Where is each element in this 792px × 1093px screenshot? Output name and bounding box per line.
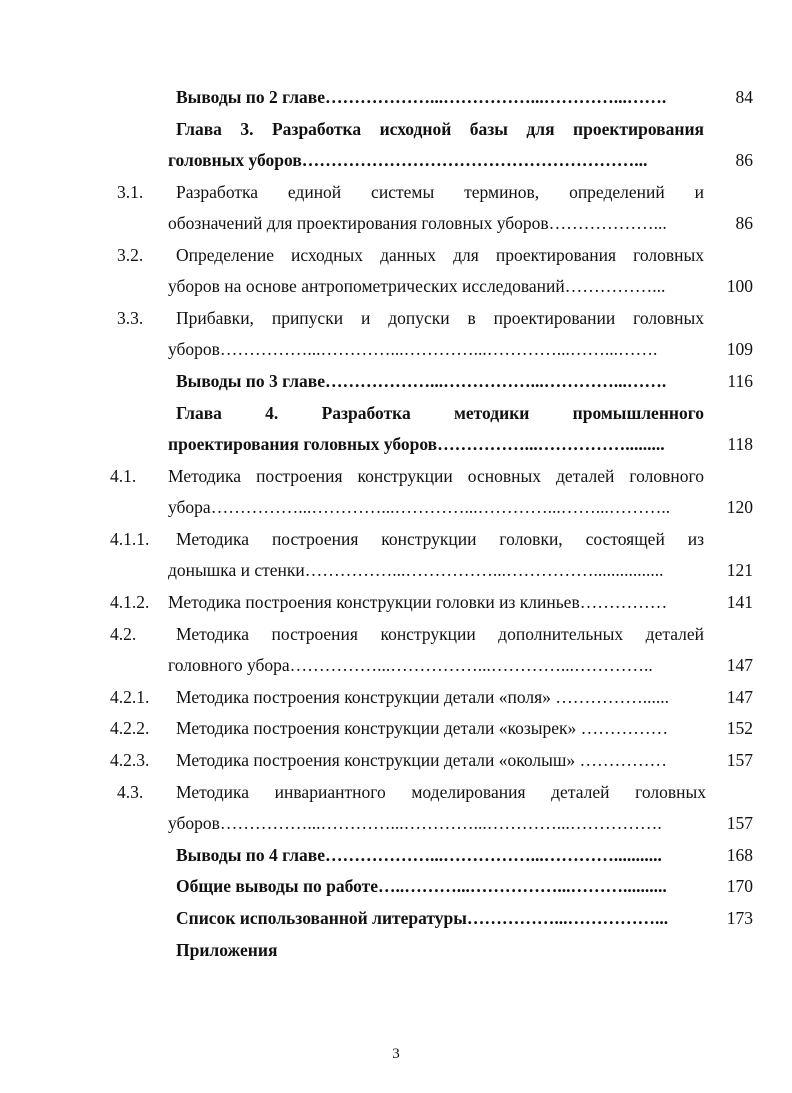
toc-entry-text: уборов……………...…………...…………...…………...……...……. (168, 339, 658, 359)
toc-section-number: 4.3. (117, 782, 144, 802)
toc-section-number: 4.2.2. (110, 718, 150, 738)
toc-entry-text: головных уборов…………………………………………………... (168, 150, 648, 170)
toc-page-number: 120 (726, 497, 753, 517)
toc-entry-text: Разработка единой системы терминов, определений и (176, 182, 704, 202)
toc-section-number: 3.1. (117, 182, 144, 202)
toc-section-number: 4.1.2. (110, 592, 150, 612)
toc-entry-text: Выводы по 3 главе………………...……………...…………...……. (176, 371, 667, 391)
toc-entry-text: уборов……………...…………...…………...…………...……………. (168, 813, 662, 833)
toc-entry-text: Методика построения конструкции головки, состоящей из (176, 529, 704, 549)
toc-entry-text: Определение исходных данных для проектирования головных (176, 245, 704, 265)
toc-page-number: 157 (726, 750, 753, 770)
toc-page-number: 86 (735, 213, 753, 233)
toc-entry-text: Методика инвариантного моделирования деталей головных (176, 782, 706, 802)
toc-entry-text: Приложения (176, 940, 278, 960)
toc-entry-text: убора……………...…………...…………...…………...……...……….. (168, 497, 671, 517)
toc-entry-text: Список использованной литературы……………...……………... (176, 908, 669, 928)
toc-entry-text: уборов на основе антропометрических исследований……………... (168, 276, 666, 296)
toc-section-number: 4.2. (110, 624, 137, 644)
toc-page-number: 118 (727, 434, 753, 454)
toc-section-number: 4.1. (110, 466, 137, 486)
toc-page-number: 84 (735, 87, 753, 107)
toc-page-number: 152 (726, 718, 753, 738)
toc-entry-text: Методика построения конструкции детали «козырек» …………… (176, 718, 669, 738)
toc-page-number: 121 (726, 560, 753, 580)
toc-section-number: 4.2.3. (110, 750, 150, 770)
toc-entry-text: Общие выводы по работе…..………...……………...……….......... (176, 876, 667, 896)
toc-page-number: 141 (726, 592, 753, 612)
toc-entry-text: Выводы по 4 главе………………...……………...…………........... (176, 845, 662, 865)
toc-page-number: 116 (727, 371, 753, 391)
toc-entry-text: обозначений для проектирования головных уборов………………... (168, 213, 667, 233)
toc-entry-text: головного убора……………...……………...…………...………….. (168, 655, 653, 675)
toc-entry-text: Методика построения конструкции головки из клиньев…………… (168, 592, 668, 612)
toc-entry-text: Методика построения конструкции детали «околыш» …………… (176, 750, 667, 770)
toc-page-number: 86 (735, 150, 753, 170)
toc-entry-text: проектирования головных уборов……………...……………......... (168, 434, 665, 454)
toc-page-number: 173 (726, 908, 753, 928)
toc-page-number: 157 (726, 813, 753, 833)
toc-entry-text: Методика построения конструкции дополнительных деталей (176, 624, 704, 644)
toc-page-number: 147 (726, 687, 753, 707)
toc-section-number: 3.3. (117, 308, 144, 328)
page-number: 3 (392, 1046, 400, 1062)
toc-entry-text: Методика построения конструкции детали «поля» ……………...... (176, 687, 670, 707)
toc-page-number: 109 (726, 339, 753, 359)
toc-entry-text: Глава 4. Разработка методики промышленного (176, 403, 704, 423)
toc-section-number: 4.1.1. (110, 529, 150, 549)
toc-entry-text: донышка и стенки……………...……………...……………................ (168, 560, 664, 580)
toc-page-number: 170 (726, 876, 753, 896)
toc-page-number: 100 (726, 276, 753, 296)
toc-page-number: 147 (726, 655, 753, 675)
toc-section-number: 3.2. (117, 245, 144, 265)
toc-entry-text: Прибавки, припуски и допуски в проектировании головных (176, 308, 704, 328)
toc-section-number: 4.2.1. (110, 687, 150, 707)
toc-entry-text: Выводы по 2 главе………………...……………...…………...……. (176, 87, 667, 107)
toc-page-number: 168 (726, 845, 753, 865)
toc-entry-text: Методика построения конструкции основных деталей головного (168, 466, 704, 486)
toc-entry-text: Глава 3. Разработка исходной базы для проектирования (176, 119, 704, 139)
